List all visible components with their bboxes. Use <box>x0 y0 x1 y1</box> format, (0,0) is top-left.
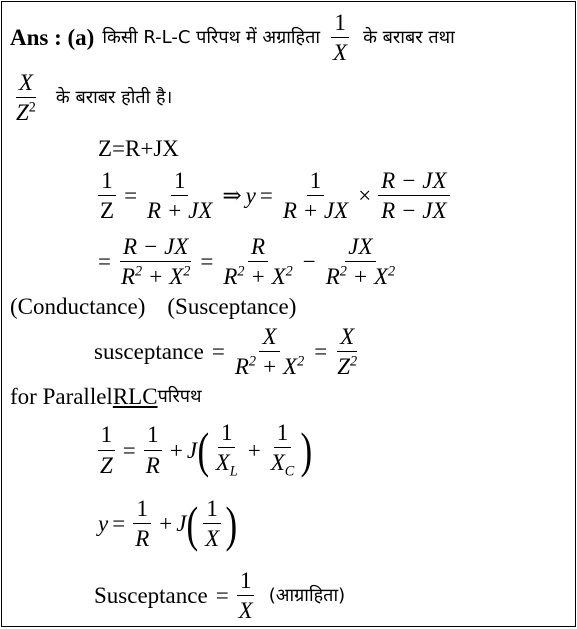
hindi-term-label: (आग्राहिता) <box>268 584 346 606</box>
parallel-rlc-heading: for Parallel RLC परिपथ <box>10 384 202 409</box>
fraction-x-over-r2-x2: $\frac{X}{R^2 + X^2}$ <box>234 324 305 380</box>
susceptance-label: (Susceptance) <box>167 294 297 319</box>
conductance-label: (Conductance) <box>10 294 146 319</box>
parallel-admittance-equation: y = $\frac{1}{R}$ + J ( $\frac{1}{X}$ ) <box>98 495 238 552</box>
fraction-1-over-r: $\frac{1}{R}$ <box>145 422 160 478</box>
hindi-intro-text: किसी R-L-C परिपथ में अग्राहिता <box>102 26 321 48</box>
fraction-1-over-r-2: $\frac{1}{R}$ <box>135 496 150 552</box>
answer-label: Ans : (a) <box>10 25 95 51</box>
fraction-x-over-z2: $\frac{X}{Z^2}$ <box>16 70 36 126</box>
fraction-1-over-r-plus-jx-2: $\frac{1}{R + JX}$ <box>282 168 349 224</box>
hindi-conclusion-text: के बराबर होती है। <box>55 86 173 108</box>
hindi-equal-text: के बराबर तथा <box>363 26 455 48</box>
fraction-1-over-x-final: $\frac{1}{X}$ <box>238 568 253 624</box>
term-labels <box>10 294 296 319</box>
impedance-equation: Z=R+JX <box>98 136 179 161</box>
fraction-r-minus-jx: $\frac{R - JX}{R^2 + X^2}$ <box>120 234 191 290</box>
fraction-1-over-xc: $\frac{1}{X_C}$ <box>270 420 295 480</box>
answer-line-2 <box>10 70 172 126</box>
fraction-conjugate: $\frac{R - JX}{R - JX}$ <box>378 168 449 224</box>
fraction-1-over-z-parallel: $\frac{1}{Z}$ <box>97 422 116 478</box>
final-susceptance-equation: Susceptance = $\frac{1}{X}$ (आग्राहिता) <box>94 568 346 624</box>
fraction-susceptance-term: $\frac{JX}{R^2 + X^2}$ <box>325 234 396 290</box>
answer-box <box>1 1 576 627</box>
fraction-x-over-z2-result: $\frac{X}{Z^2}$ <box>337 324 358 380</box>
fraction-1-over-r-plus-jx: $\frac{1}{R + JX}$ <box>147 168 213 224</box>
fraction-1-over-z: $\frac{1}{Z}$ <box>100 168 115 224</box>
fraction-1-over-xl: $\frac{1}{X_L}$ <box>215 420 238 480</box>
fraction-1-over-x-parallel: $\frac{1}{X}$ <box>205 496 220 552</box>
answer-line-1 <box>10 10 455 66</box>
susceptance-equation: susceptance = $\frac{X}{R^2 + X^2}$ = $\frac{X}{Z^2}$ <box>94 324 363 380</box>
admittance-equation: $\frac{1}{Z}$ = $\frac{1}{R + JX}$ ⇒ y = $\frac{1}{R + JX}$ × $\frac{R - JX}{R - JX}$ <box>94 168 453 224</box>
parallel-impedance-equation: $\frac{1}{Z}$ = $\frac{1}{R}$ + J ( $\frac{1}{X_L}$ + $\frac{1}{X_C}$ ) <box>94 420 313 481</box>
fraction-conductance-term: $\frac{R}{R^2 + X^2}$ <box>223 234 293 290</box>
expanded-admittance-equation: = $\frac{R - JX}{R^2 + X^2}$ = $\frac{R}{R^2 + X^2}$ − $\frac{JX}{R^2 + X^2}$ <box>94 234 401 290</box>
fraction-1-over-x: $\frac{1}{X}$ <box>333 10 348 66</box>
